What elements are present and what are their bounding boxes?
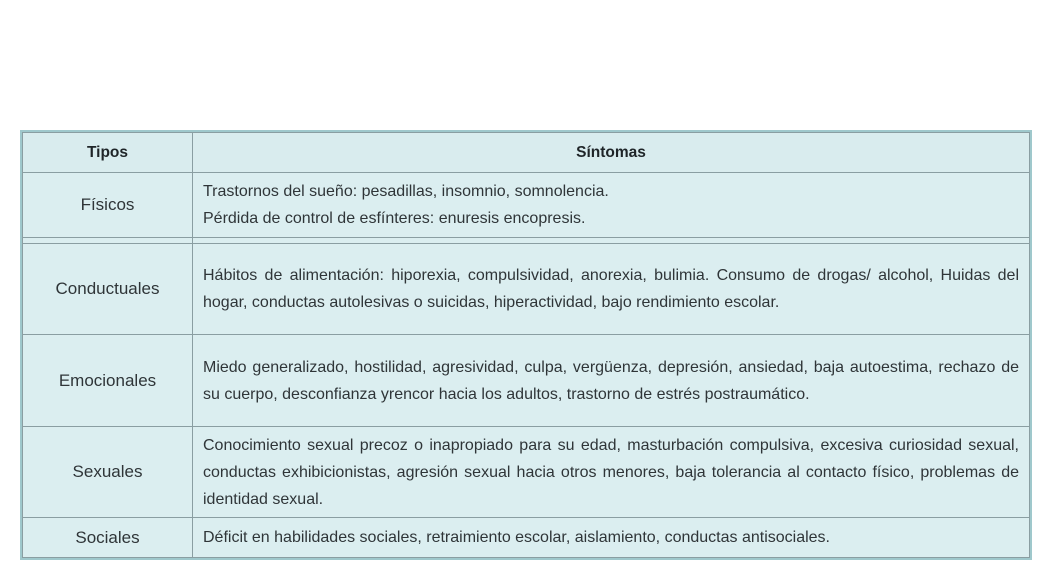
table-row: [23, 426, 1030, 518]
row-symptoms-fisicos: [193, 173, 1030, 238]
symptom-line: Pérdida de control de esfínteres: enuresis encopresis.: [203, 209, 586, 227]
row-symptoms-conductuales: Hábitos de alimentación: hiporexia, compulsividad, anorexia, bulimia. Consumo de drogas/ alcohol, Huidas del hogar, conductas autolesivas o suicidas, hiperactividad, bajo rendimiento escolar.: [193, 243, 1030, 335]
header-tipos: Tipos: [23, 133, 193, 173]
row-symptoms-emocionales: Miedo generalizado, hostilidad, agresividad, culpa, vergüenza, depresión, ansiedad, baja autoestima, rechazo de su cuerpo, desconfianza yrencor hacia los adultos, trastorno de estrés postraumático.: [193, 335, 1030, 427]
table-row: [23, 173, 1030, 238]
row-type-sexuales: Sexuales: [23, 426, 193, 518]
table-row: [23, 335, 1030, 427]
row-type-fisicos: Físicos: [23, 173, 193, 238]
row-type-conductuales: Conductuales: [23, 243, 193, 335]
row-type-emocionales: Emocionales: [23, 335, 193, 427]
header-sintomas: Síntomas: [193, 133, 1030, 173]
row-symptoms-sexuales: Conocimiento sexual precoz o inapropiado para su edad, masturbación compulsiva, excesiva curiosidad sexual, conductas exhibicionistas, agresión sexual hacia otros menores, baja tolerancia al contacto físico, problemas de identidad sexual.: [193, 426, 1030, 518]
table-header-row: [23, 133, 1030, 173]
row-symptoms-sociales: Déficit en habilidades sociales, retraimiento escolar, aislamiento, conductas antisociales.: [193, 518, 1030, 558]
symptoms-table-container: [20, 130, 1032, 560]
row-type-sociales: Sociales: [23, 518, 193, 558]
symptom-line: Trastornos del sueño: pesadillas, insomnio, somnolencia.: [203, 182, 609, 200]
table-row: [23, 243, 1030, 335]
symptoms-table: [22, 132, 1030, 558]
table-row: [23, 518, 1030, 558]
